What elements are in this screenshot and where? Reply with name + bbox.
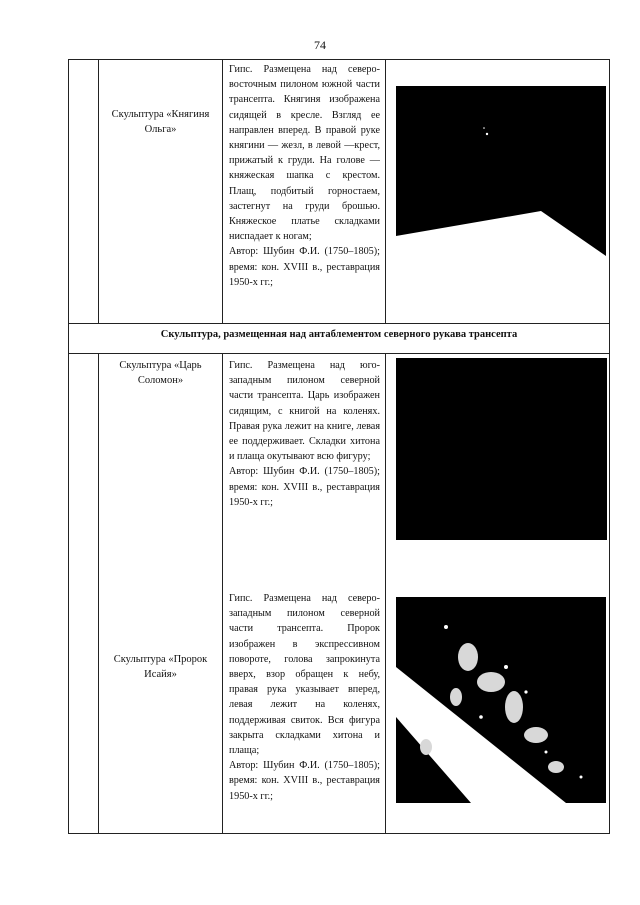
section-heading: Скульптура, размещенная над антаблементом северного рукава трансепта: [160, 329, 518, 340]
sculpture-description-isaiah: [229, 591, 380, 804]
sculpture-description-solomon: [229, 358, 380, 510]
column-divider: [222, 59, 223, 323]
column-divider: [98, 59, 99, 323]
row-divider: [68, 353, 610, 354]
sculpture-name-solomon: Скульптура «Царь Соломон»: [119, 360, 202, 386]
column-divider: [385, 353, 386, 834]
sculpture-description-olga: [229, 62, 380, 290]
sculpture-name-isaiah: Скульптура «Пророк Исайя»: [113, 654, 208, 680]
sculpture-photo-isaiah: [396, 597, 606, 803]
sculpture-photo-olga: [396, 86, 606, 285]
page-number: 74: [314, 38, 326, 52]
author-text: Автор: Шубин Ф.И. (1750–1805); время: кон. XVIII в., реставрация 1950-х гг.;: [229, 466, 380, 508]
row-divider: [68, 323, 610, 324]
sculpture-photo-solomon: [396, 358, 607, 540]
author-text: Автор: Шубин Ф.И. (1750–1805); время: кон. XVIII в., реставрация 1950-х гг.;: [229, 246, 380, 288]
description-text: Гипс. Размещена над северо-восточным пилоном южной части трансепта. Княгиня изображена сидящей в кресле. Взгляд ее направлен вперед. В правой руке княгини — жезл, в левой —крест, прижатый к груди. На голове — княжеская шапка с крестом. Плащ, подбитый горностаем, застегнут на груди брошью. Княжеское платье складками ниспадает к ногам;: [229, 64, 380, 243]
description-text: Гипс. Размещена над юго-западным пилоном северной части трансепта. Царь изображен сидящим, с книгой на коленях. Правая рука лежит на книге, левая ее поддерживает. Складки хитона и плаща окутывают всю фигуру;: [229, 360, 380, 463]
sculpture-name-olga: Скульптура «Княгиня Ольга»: [111, 109, 210, 135]
author-text: Автор: Шубин Ф.И. (1750–1805); время: кон. XVIII в., реставрация 1950-х гг.;: [229, 760, 380, 802]
column-divider: [98, 353, 99, 834]
column-divider: [385, 59, 386, 323]
description-text: Гипс. Размещена над северо-западным пилоном северной части трансепта. Пророк изображен в экспрессивном повороте, голова запрокинута вверх, взор обращен к небу, правая рука указывает вперед, левая лежит на коленях, поддерживая свиток. Вся фигура закрыта складками хитона и плаща;: [229, 593, 380, 757]
column-divider: [222, 353, 223, 834]
